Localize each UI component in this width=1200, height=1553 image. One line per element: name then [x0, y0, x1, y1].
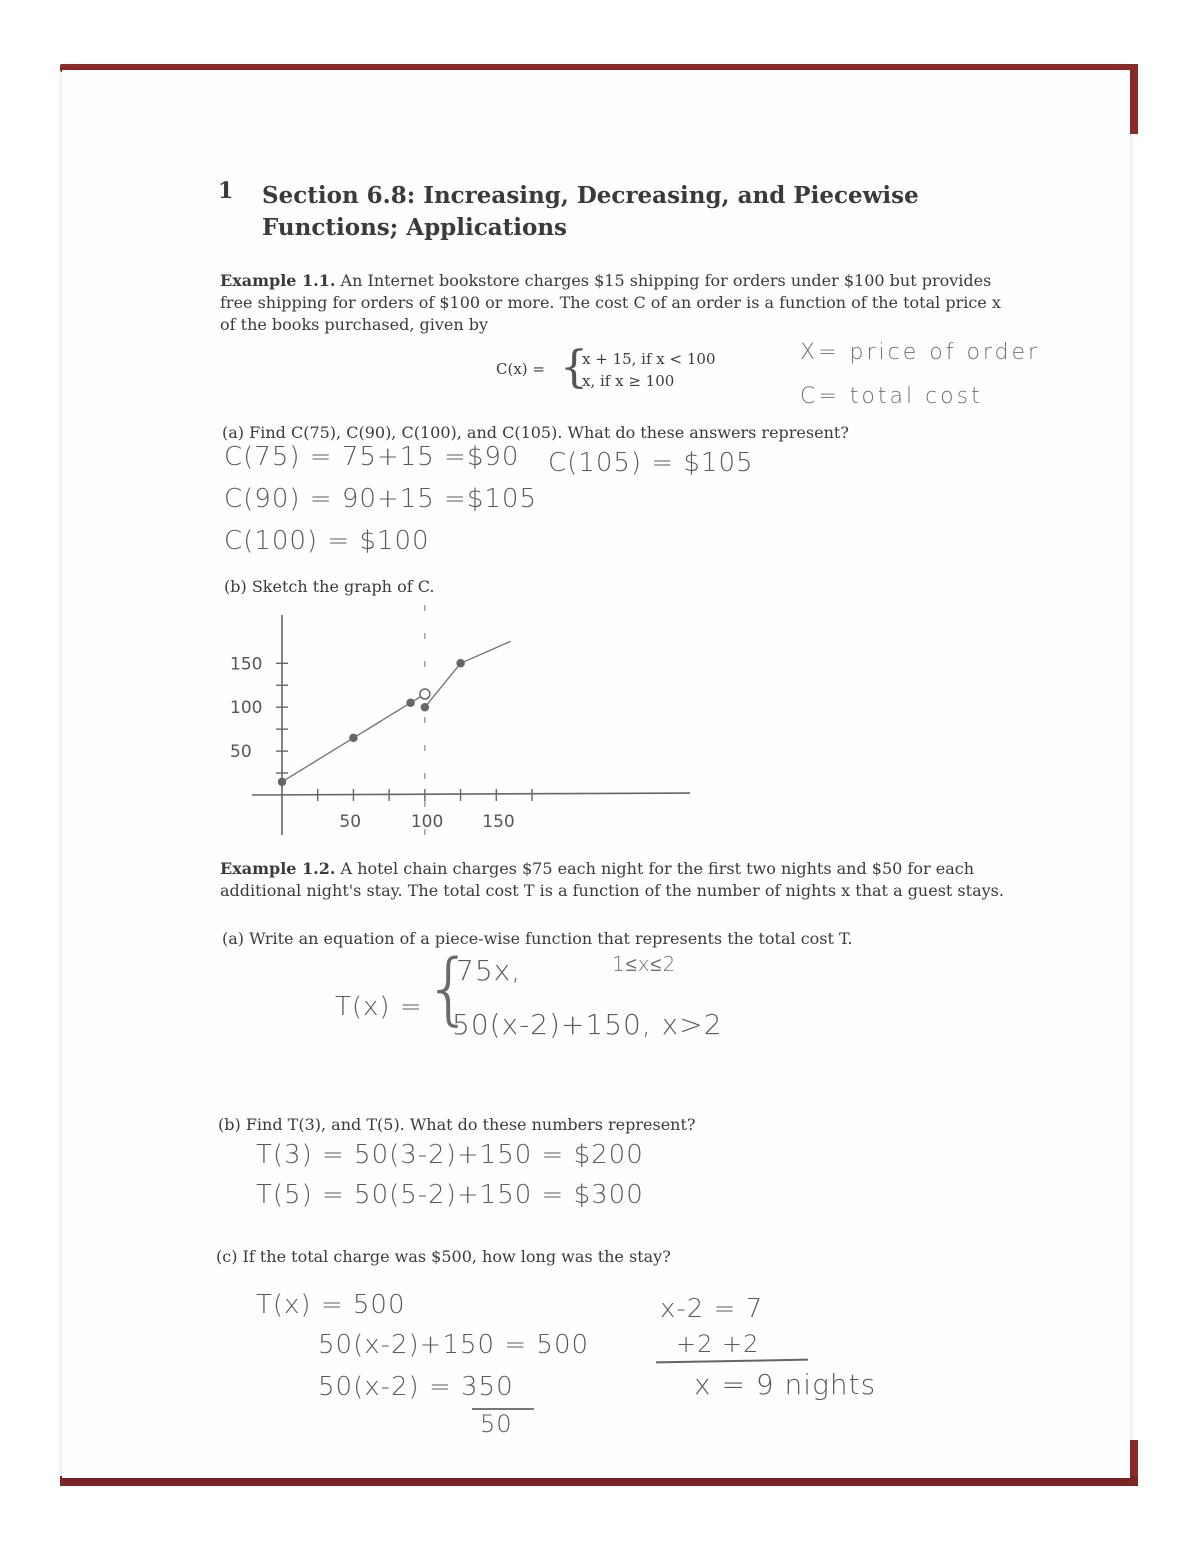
- work-equation-3: 50(x-2) = 350: [318, 1372, 514, 1402]
- cost-formula-case2: x, if x ≥ 100: [582, 372, 675, 390]
- data-point: [421, 704, 428, 711]
- cost-graph: [220, 605, 690, 845]
- example2-part-c-question: (c) If the total charge was $500, how long was the stay?: [216, 1247, 671, 1266]
- work-equation-1: T(x) = 500: [256, 1290, 406, 1320]
- work-divisor: 50: [480, 1410, 513, 1438]
- example1-label: Example 1.1.: [220, 271, 336, 290]
- y-tick-label: 50: [230, 742, 252, 763]
- piecewise-case2: 50(x-2)+150, x>2: [452, 1008, 723, 1041]
- piecewise-lhs: T(x) =: [335, 992, 423, 1022]
- piecewise-brace: {: [424, 944, 475, 1034]
- y-tick-label: 150: [230, 654, 263, 675]
- note-x-definition: X= price of order: [800, 340, 1041, 365]
- answer-c105: C(105) = $105: [548, 448, 754, 478]
- work-right-2: +2 +2: [676, 1330, 760, 1358]
- section-title: Section 6.8: Increasing, Decreasing, and Piecewise Functions; Applications: [262, 182, 919, 241]
- piecewise-case1-condition: 1≤x≤2: [612, 952, 677, 976]
- series-line-2: [425, 641, 511, 707]
- answer-c75: C(75) = 75+15 =$90: [224, 442, 520, 472]
- example1-part-a-question: (a) Find C(75), C(90), C(100), and C(105). What do these answers represent?: [222, 423, 849, 442]
- section-number: 1: [218, 178, 234, 204]
- y-tick-label: 100: [230, 698, 263, 719]
- data-point: [279, 778, 286, 785]
- answer-c90: C(90) = 90+15 =$105: [224, 484, 538, 514]
- example2-part-b-question: (b) Find T(3), and T(5). What do these numbers represent?: [218, 1115, 696, 1134]
- example1-part-b-question: (b) Sketch the graph of C.: [224, 577, 435, 596]
- cost-formula-brace: {: [560, 342, 588, 393]
- example1-text: An Internet bookstore charges $15 shipping for orders under $100 but provides free shipping for orders of $100 or more. The cost C of an order is a function of the total price x of the books purchased, given by: [220, 271, 1001, 334]
- data-point: [457, 660, 464, 667]
- example2-label: Example 1.2.: [220, 859, 336, 878]
- example2-part-a-question: (a) Write an equation of a piece-wise function that represents the total cost T.: [222, 929, 853, 948]
- x-tick-label: 50: [339, 812, 362, 832]
- data-point: [350, 734, 357, 741]
- example2-text: A hotel chain charges $75 each night for the first two nights and $50 for each additional night's stay. The total cost T is a function of the number of nights x that a guest stays.: [220, 859, 1004, 900]
- cost-formula-case1: x + 15, if x < 100: [582, 350, 716, 368]
- example2-paragraph: [220, 858, 1010, 902]
- cost-formula-lhs: C(x) =: [496, 360, 545, 378]
- example1-paragraph: [220, 270, 1010, 336]
- work-equation-2: 50(x-2)+150 = 500: [318, 1330, 590, 1360]
- x-tick-label: 150: [482, 812, 515, 832]
- data-point: [407, 699, 414, 706]
- piecewise-case1: 75x,: [456, 954, 522, 987]
- answer-c100: C(100) = $100: [224, 526, 430, 556]
- note-c-definition: C= total cost: [800, 384, 983, 409]
- x-tick-label: 100: [410, 812, 444, 832]
- answer-t5: T(5) = 50(5-2)+150 = $300: [256, 1180, 644, 1210]
- final-answer: x = 9 nights: [694, 1368, 877, 1401]
- work-right-1: x-2 = 7: [660, 1294, 764, 1324]
- answer-t3: T(3) = 50(3-2)+150 = $200: [256, 1140, 644, 1170]
- open-point: [420, 689, 430, 699]
